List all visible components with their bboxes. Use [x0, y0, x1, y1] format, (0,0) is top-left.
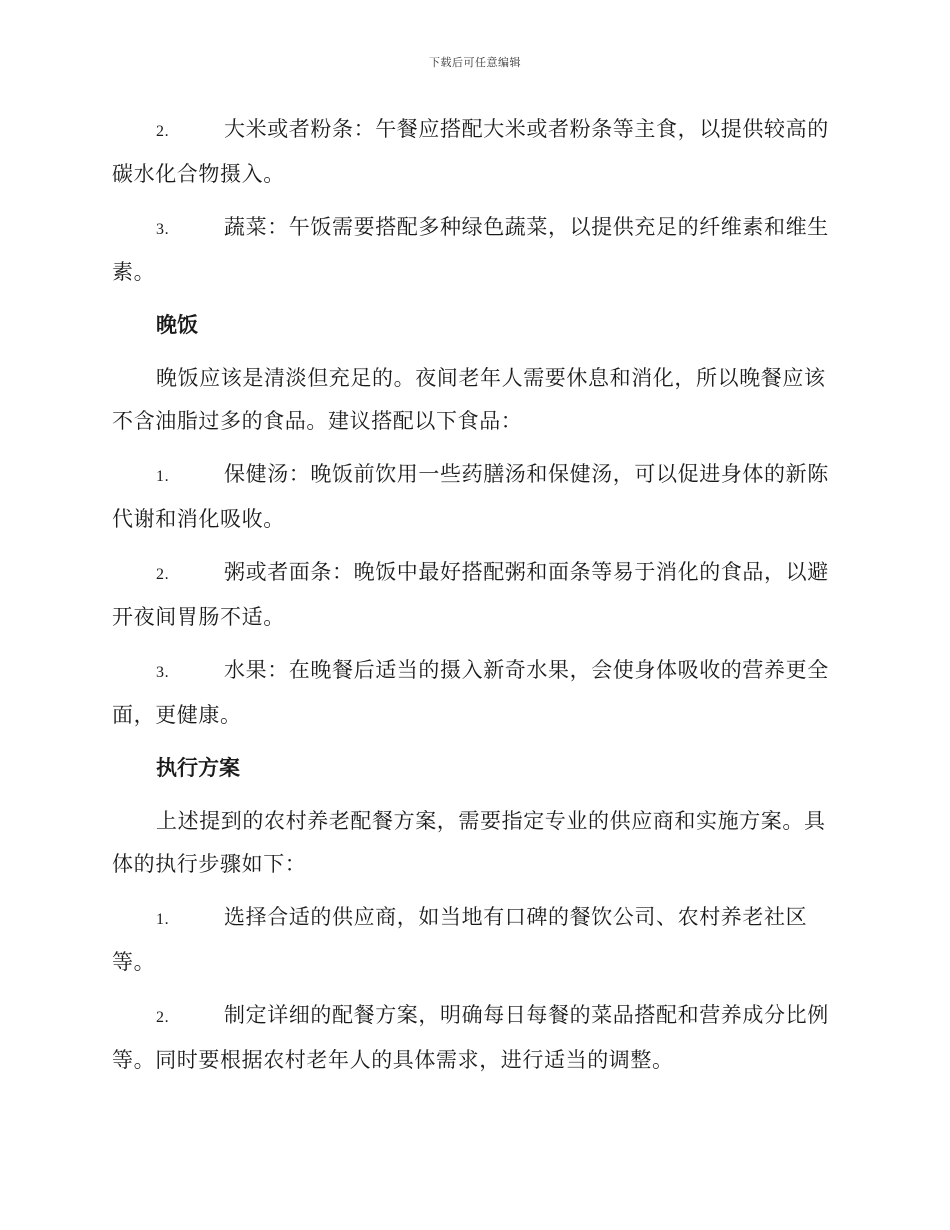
list-item-number: 1. — [156, 911, 170, 928]
list-item — [112, 453, 834, 541]
list-item-text: 蔬菜：午饭需要搭配多种绿色蔬菜，以提供充足的纤维素和维生素。 — [112, 215, 829, 284]
paragraph: 晚饭应该是清淡但充足的。夜间老年人需要休息和消化，所以晚餐应该不含油脂过多的食品。建议搭配以下食品： — [112, 366, 826, 433]
page-header: 下载后可任意编辑 — [429, 56, 521, 69]
list-item-number: 2. — [156, 1009, 170, 1026]
list-item-number: 3. — [156, 664, 170, 681]
section-heading-dinner: 晚饭 — [156, 313, 198, 337]
list-item-number: 2. — [156, 123, 170, 140]
list-item — [112, 649, 834, 737]
list-item-text: 选择合适的供应商，如当地有口碑的餐饮公司、农村养老社区等。 — [112, 905, 808, 974]
list-item-text: 制定详细的配餐方案，明确每日每餐的菜品搭配和营养成分比例等。同时要根据农村老年人的具体需求，进行适当的调整。 — [112, 1003, 829, 1072]
list-item — [112, 994, 834, 1082]
list-item-text: 大米或者粉条：午餐应搭配大米或者粉条等主食，以提供较高的碳水化合物摄入。 — [112, 117, 829, 186]
list-item-text: 水果：在晚餐后适当的摄入新奇水果，会使身体吸收的营养更全面，更健康。 — [112, 658, 829, 727]
list-item-number: 2. — [156, 566, 170, 583]
list-item-text: 粥或者面条：晚饭中最好搭配粥和面条等易于消化的食品，以避开夜间胃肠不适。 — [112, 560, 829, 629]
paragraph: 上述提到的农村养老配餐方案，需要指定专业的供应商和实施方案。具体的执行步骤如下： — [112, 809, 826, 876]
list-item-number: 3. — [156, 221, 170, 238]
section-heading-execution-plan: 执行方案 — [156, 756, 240, 780]
list-item — [112, 206, 834, 294]
list-item-number: 1. — [156, 468, 170, 485]
list-item — [112, 551, 834, 639]
list-item — [112, 896, 834, 984]
document-body — [112, 108, 834, 1092]
list-item-text: 保健汤：晚饭前饮用一些药膳汤和保健汤，可以促进身体的新陈代谢和消化吸收。 — [112, 462, 829, 531]
list-item — [112, 108, 834, 196]
